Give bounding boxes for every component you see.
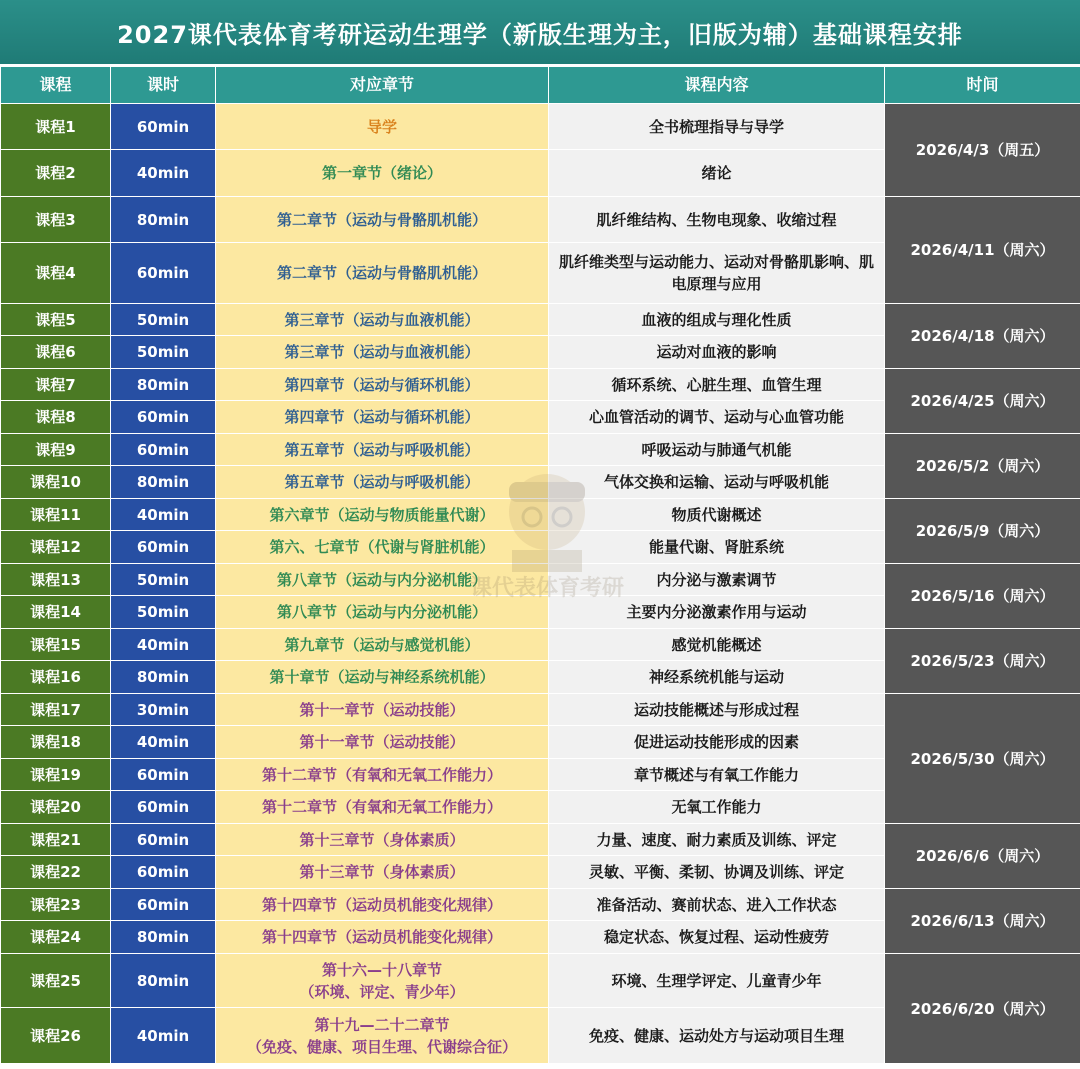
content-cell: 血液的组成与理化性质 [549,304,885,336]
hours-cell: 60min [111,243,216,304]
header-time: 时间 [885,67,1080,104]
date-cell: 2026/4/25（周六） [885,369,1080,434]
content-cell: 主要内分泌激素作用与运动 [549,596,885,629]
header-content: 课程内容 [549,67,885,104]
content-cell: 气体交换和运输、运动与呼吸机能 [549,466,885,499]
content-cell: 免疫、健康、运动处方与运动项目生理 [549,1008,885,1064]
course-cell: 课程3 [1,197,111,243]
course-cell: 课程21 [1,824,111,856]
hours-cell: 40min [111,726,216,759]
table-row [1,104,1080,150]
chapter-cell: 第六章节（运动与物质能量代谢） [216,499,549,531]
course-cell: 课程13 [1,564,111,596]
hours-cell: 60min [111,759,216,791]
course-cell: 课程10 [1,466,111,499]
date-cell: 2026/4/11（周六） [885,197,1080,304]
content-cell: 神经系统机能与运动 [549,661,885,694]
hours-cell: 60min [111,791,216,824]
chapter-cell: 第十二章节（有氧和无氧工作能力） [216,791,549,824]
chapter-cell: 第十二章节（有氧和无氧工作能力） [216,759,549,791]
chapter-cell: 第六、七章节（代谢与肾脏机能） [216,531,549,564]
chapter-cell: 第十章节（运动与神经系统机能） [216,661,549,694]
hours-cell: 40min [111,150,216,197]
table-row [1,369,1080,401]
chapter-cell: 第一章节（绪论） [216,150,549,197]
content-cell: 肌纤维类型与运动能力、运动对骨骼肌影响、肌电原理与应用 [549,243,885,304]
course-cell: 课程15 [1,629,111,661]
date-cell: 2026/5/16（周六） [885,564,1080,629]
course-cell: 课程2 [1,150,111,197]
hours-cell: 30min [111,694,216,726]
content-cell: 物质代谢概述 [549,499,885,531]
course-cell: 课程6 [1,336,111,369]
date-cell: 2026/4/3（周五） [885,104,1080,197]
chapter-cell: 第四章节（运动与循环机能） [216,369,549,401]
date-cell: 2026/5/2（周六） [885,434,1080,499]
content-cell: 心血管活动的调节、运动与心血管功能 [549,401,885,434]
hours-cell: 40min [111,1008,216,1064]
schedule-body [1,104,1080,1064]
chapter-cell: 第二章节（运动与骨骼肌机能） [216,243,549,304]
hours-cell: 60min [111,531,216,564]
course-cell: 课程1 [1,104,111,150]
date-cell: 2026/6/6（周六） [885,824,1080,889]
course-cell: 课程18 [1,726,111,759]
content-cell: 无氧工作能力 [549,791,885,824]
table-row [1,304,1080,336]
chapter-cell: 第十一章节（运动技能） [216,694,549,726]
content-cell: 肌纤维结构、生物电现象、收缩过程 [549,197,885,243]
content-cell: 灵敏、平衡、柔韧、协调及训练、评定 [549,856,885,889]
hours-cell: 50min [111,596,216,629]
chapter-cell: 第三章节（运动与血液机能） [216,336,549,369]
chapter-cell: 第五章节（运动与呼吸机能） [216,466,549,499]
date-cell: 2026/4/18（周六） [885,304,1080,369]
chapter-cell: 第八章节（运动与内分泌机能） [216,596,549,629]
hours-cell: 60min [111,889,216,921]
header-row [1,67,1080,104]
content-cell: 呼吸运动与肺通气机能 [549,434,885,466]
content-cell: 全书梳理指导与导学 [549,104,885,150]
course-cell: 课程23 [1,889,111,921]
hours-cell: 40min [111,629,216,661]
content-cell: 循环系统、心脏生理、血管生理 [549,369,885,401]
course-cell: 课程24 [1,921,111,954]
chapter-cell: 第八章节（运动与内分泌机能） [216,564,549,596]
content-cell: 力量、速度、耐力素质及训练、评定 [549,824,885,856]
course-cell: 课程17 [1,694,111,726]
header-hours: 课时 [111,67,216,104]
course-cell: 课程26 [1,1008,111,1064]
hours-cell: 60min [111,856,216,889]
course-cell: 课程20 [1,791,111,824]
date-cell: 2026/5/30（周六） [885,694,1080,824]
header-chapter: 对应章节 [216,67,549,104]
content-cell: 准备活动、赛前状态、进入工作状态 [549,889,885,921]
course-cell: 课程22 [1,856,111,889]
course-cell: 课程11 [1,499,111,531]
course-cell: 课程9 [1,434,111,466]
hours-cell: 50min [111,564,216,596]
table-row [1,564,1080,596]
page-title: 2027课代表体育考研运动生理学（新版生理为主，旧版为辅）基础课程安排 [0,0,1080,66]
hours-cell: 60min [111,824,216,856]
course-cell: 课程8 [1,401,111,434]
table-row [1,629,1080,661]
chapter-cell: 第四章节（运动与循环机能） [216,401,549,434]
date-cell: 2026/6/13（周六） [885,889,1080,954]
table-row [1,499,1080,531]
chapter-cell: 第九章节（运动与感觉机能） [216,629,549,661]
table-row [1,694,1080,726]
hours-cell: 50min [111,304,216,336]
hours-cell: 60min [111,104,216,150]
content-cell: 环境、生理学评定、儿童青少年 [549,954,885,1008]
date-cell: 2026/5/9（周六） [885,499,1080,564]
chapter-cell: 第十三章节（身体素质） [216,856,549,889]
content-cell: 章节概述与有氧工作能力 [549,759,885,791]
course-cell: 课程12 [1,531,111,564]
chapter-cell: 第十一章节（运动技能） [216,726,549,759]
hours-cell: 80min [111,466,216,499]
hours-cell: 60min [111,434,216,466]
content-cell: 感觉机能概述 [549,629,885,661]
table-row [1,889,1080,921]
content-cell: 内分泌与激素调节 [549,564,885,596]
content-cell: 运动技能概述与形成过程 [549,694,885,726]
chapter-cell: 第十四章节（运动员机能变化规律） [216,921,549,954]
hours-cell: 80min [111,369,216,401]
course-cell: 课程5 [1,304,111,336]
schedule-table [0,66,1080,1064]
hours-cell: 80min [111,954,216,1008]
chapter-cell: 第三章节（运动与血液机能） [216,304,549,336]
content-cell: 能量代谢、肾脏系统 [549,531,885,564]
date-cell: 2026/5/23（周六） [885,629,1080,694]
hours-cell: 80min [111,921,216,954]
chapter-cell: 第十四章节（运动员机能变化规律） [216,889,549,921]
content-cell: 绪论 [549,150,885,197]
chapter-cell: 第五章节（运动与呼吸机能） [216,434,549,466]
chapter-cell: 第二章节（运动与骨骼肌机能） [216,197,549,243]
course-cell: 课程25 [1,954,111,1008]
chapter-cell: 第十九—二十二章节 （免疫、健康、项目生理、代谢综合征） [216,1008,549,1064]
hours-cell: 50min [111,336,216,369]
course-cell: 课程4 [1,243,111,304]
table-row [1,954,1080,1008]
chapter-cell: 第十六—十八章节 （环境、评定、青少年） [216,954,549,1008]
header-course: 课程 [1,67,111,104]
hours-cell: 80min [111,197,216,243]
date-cell: 2026/6/20（周六） [885,954,1080,1064]
hours-cell: 40min [111,499,216,531]
content-cell: 稳定状态、恢复过程、运动性疲劳 [549,921,885,954]
course-cell: 课程7 [1,369,111,401]
table-row [1,197,1080,243]
hours-cell: 60min [111,401,216,434]
content-cell: 运动对血液的影响 [549,336,885,369]
content-cell: 促进运动技能形成的因素 [549,726,885,759]
course-cell: 课程16 [1,661,111,694]
course-cell: 课程19 [1,759,111,791]
table-row [1,434,1080,466]
course-cell: 课程14 [1,596,111,629]
table-row [1,824,1080,856]
hours-cell: 80min [111,661,216,694]
chapter-cell: 导学 [216,104,549,150]
chapter-cell: 第十三章节（身体素质） [216,824,549,856]
